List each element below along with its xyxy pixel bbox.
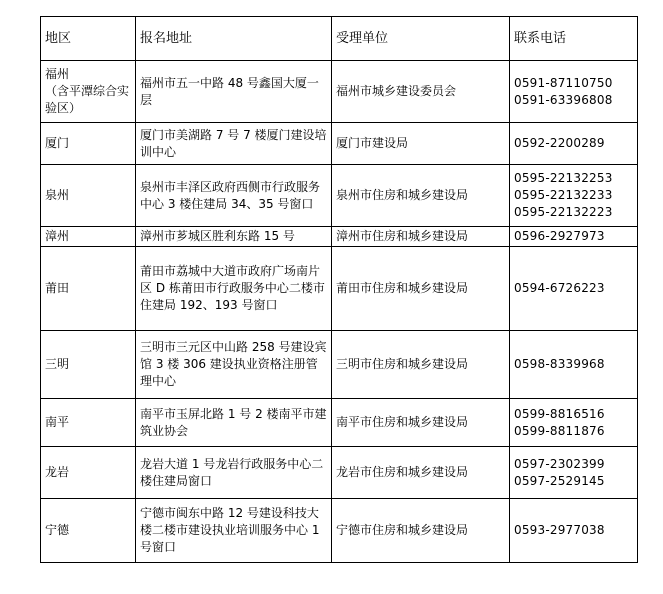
region-cell: 宁德 bbox=[41, 499, 136, 563]
table-row bbox=[41, 61, 638, 123]
phone-cell bbox=[510, 447, 638, 499]
table-row bbox=[41, 331, 638, 399]
phone-cell bbox=[510, 399, 638, 447]
address-cell: 莆田市荔城中大道市政府广场南片区 D 栋莆田市行政服务中心二楼市住建局 192、193 号窗口 bbox=[136, 247, 332, 331]
header-phone: 联系电话 bbox=[510, 17, 638, 61]
address-cell: 泉州市丰泽区政府西侧市行政服务中心 3 楼住建局 34、35 号窗口 bbox=[136, 165, 332, 227]
phone-number: 0597-2302399 bbox=[514, 456, 605, 471]
phone-cell bbox=[510, 247, 638, 331]
region-cell: 漳州 bbox=[41, 227, 136, 247]
header-region: 地区 bbox=[41, 17, 136, 61]
address-cell: 漳州市芗城区胜利东路 15 号 bbox=[136, 227, 332, 247]
phone-cell bbox=[510, 227, 638, 247]
address-cell: 三明市三元区中山路 258 号建设宾馆 3 楼 306 建设执业资格注册管理中心 bbox=[136, 331, 332, 399]
region-cell: 莆田 bbox=[41, 247, 136, 331]
header-address: 报名地址 bbox=[136, 17, 332, 61]
region-cell: 泉州 bbox=[41, 165, 136, 227]
registration-table bbox=[40, 16, 638, 563]
region-cell: 南平 bbox=[41, 399, 136, 447]
unit-cell: 泉州市住房和城乡建设局 bbox=[332, 165, 510, 227]
phone-number: 0591-63396808 bbox=[514, 92, 613, 107]
phone-cell bbox=[510, 123, 638, 165]
phone-cell bbox=[510, 61, 638, 123]
address-cell: 龙岩大道 1 号龙岩行政服务中心二楼住建局窗口 bbox=[136, 447, 332, 499]
table-row bbox=[41, 499, 638, 563]
table-row bbox=[41, 227, 638, 247]
phone-number: 0598-8339968 bbox=[514, 357, 605, 371]
address-cell: 宁德市闽东中路 12 号建设科技大楼二楼市建设执业培训服务中心 1 号窗口 bbox=[136, 499, 332, 563]
unit-cell: 南平市住房和城乡建设局 bbox=[332, 399, 510, 447]
table-header-row bbox=[41, 17, 638, 61]
region-cell: 厦门 bbox=[41, 123, 136, 165]
phone-number: 0599-8811876 bbox=[514, 423, 605, 438]
phone-number: 0595-22132233 bbox=[514, 188, 613, 202]
unit-cell: 龙岩市住房和城乡建设局 bbox=[332, 447, 510, 499]
table-row bbox=[41, 399, 638, 447]
phone-number: 0591-87110750 bbox=[514, 75, 613, 90]
phone-number: 0594-6726223 bbox=[514, 281, 605, 295]
region-cell: 龙岩 bbox=[41, 447, 136, 499]
address-cell: 南平市玉屏北路 1 号 2 楼南平市建筑业协会 bbox=[136, 399, 332, 447]
table-row bbox=[41, 165, 638, 227]
header-unit: 受理单位 bbox=[332, 17, 510, 61]
unit-cell: 漳州市住房和城乡建设局 bbox=[332, 227, 510, 247]
phone-cell bbox=[510, 165, 638, 227]
region-cell: 三明 bbox=[41, 331, 136, 399]
phone-number: 0599-8816516 bbox=[514, 406, 605, 421]
phone-number: 0595-22132223 bbox=[514, 205, 613, 219]
unit-cell: 厦门市建设局 bbox=[332, 123, 510, 165]
phone-number: 0596-2927973 bbox=[514, 229, 605, 243]
phone-number: 0595-22132253 bbox=[514, 171, 613, 185]
phone-cell bbox=[510, 331, 638, 399]
unit-cell: 莆田市住房和城乡建设局 bbox=[332, 247, 510, 331]
phone-number: 0592-2200289 bbox=[514, 136, 605, 150]
phone-number: 0597-2529145 bbox=[514, 473, 605, 488]
unit-cell: 三明市住房和城乡建设局 bbox=[332, 331, 510, 399]
table-row bbox=[41, 123, 638, 165]
phone-cell bbox=[510, 499, 638, 563]
region-cell: 福州 （含平潭综合实验区） bbox=[41, 61, 136, 123]
unit-cell: 福州市城乡建设委员会 bbox=[332, 61, 510, 123]
table-body bbox=[41, 61, 638, 563]
table-row bbox=[41, 247, 638, 331]
unit-cell: 宁德市住房和城乡建设局 bbox=[332, 499, 510, 563]
address-cell: 福州市五一中路 48 号鑫国大厦一层 bbox=[136, 61, 332, 123]
table-row bbox=[41, 447, 638, 499]
phone-number: 0593-2977038 bbox=[514, 523, 605, 537]
address-cell: 厦门市美湖路 7 号 7 楼厦门建设培训中心 bbox=[136, 123, 332, 165]
